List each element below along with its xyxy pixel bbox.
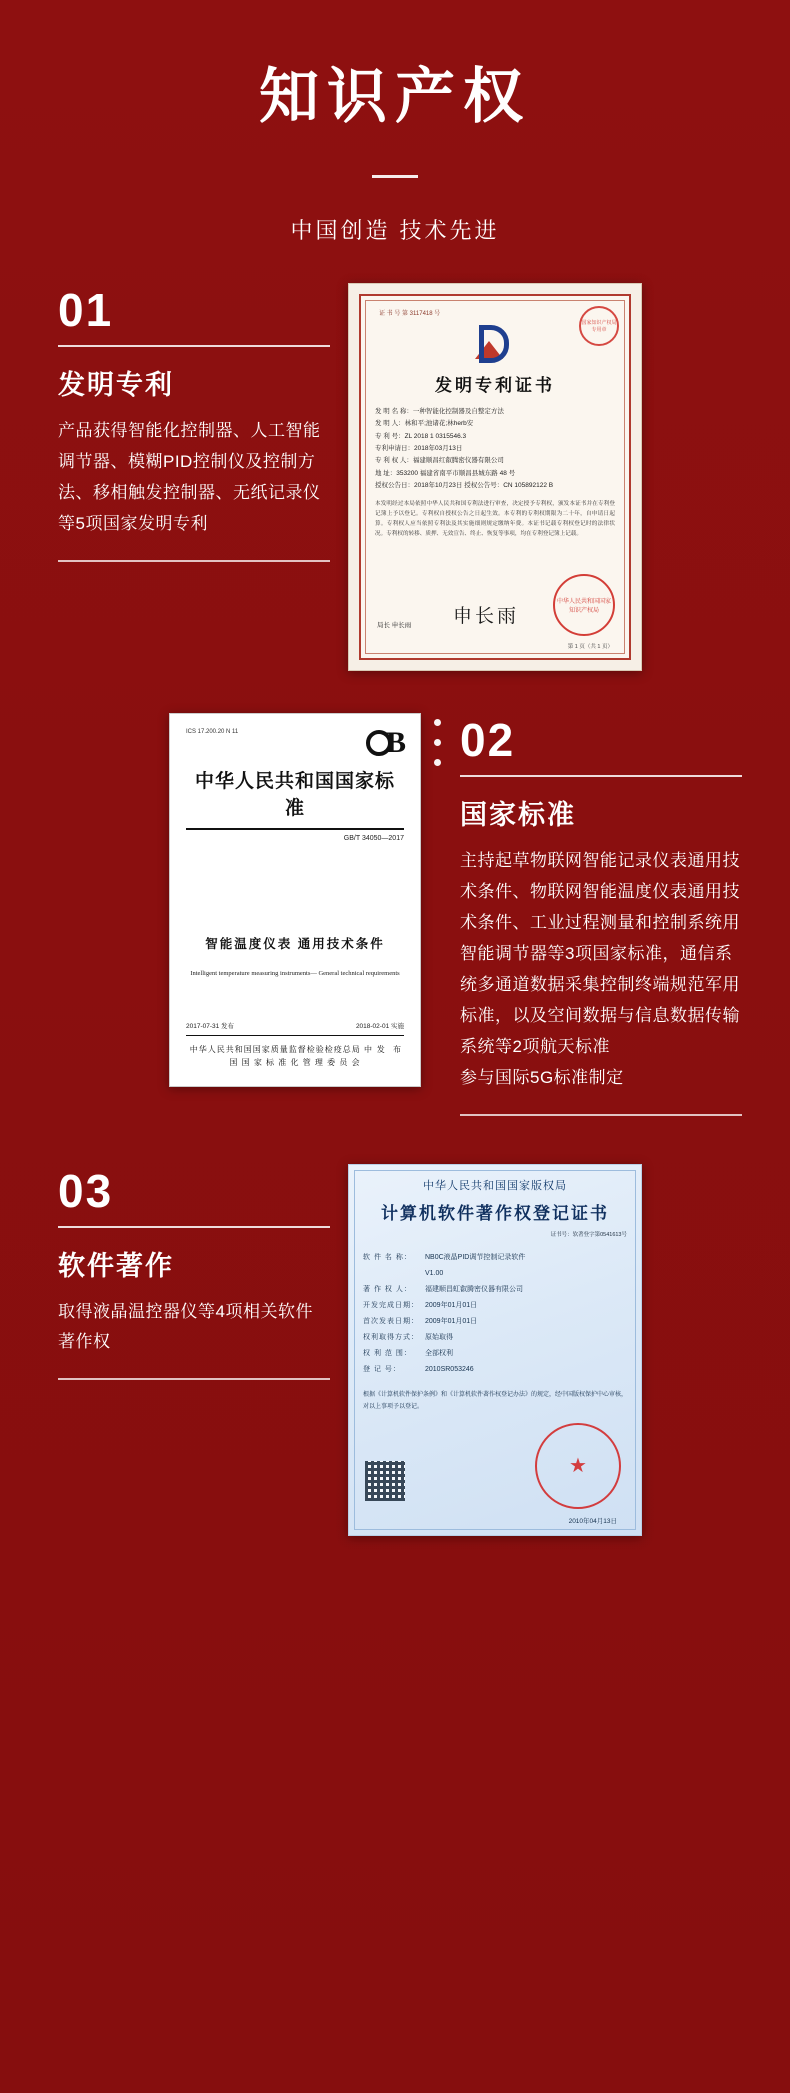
software-cert-nation: 中华人民共和国国家版权局: [423, 1179, 567, 1192]
star-icon: ★: [569, 1455, 587, 1477]
software-row-key: 著 作 权 人：: [363, 1285, 412, 1293]
software-cert-date: 2010年04月13日: [568, 1517, 617, 1525]
software-row-key: 开发完成日期：: [363, 1301, 419, 1309]
patent-row: 发 明 人：林和平;池诸花;林herb安: [375, 420, 474, 428]
section-02-body: 主持起草物联网智能记录仪表通用技术条件、物联网智能温度仪表通用技术条件、工业过程测量和控制系统用智能调节器等3项国家标准，通信系统多通道数据采集控制终端规范军用标准，以及空间数据与信息数据传输系统等2项航天标准: [460, 851, 740, 1056]
section-02-divider: [460, 775, 742, 777]
standard-subject-english: Intelligent temperature measuring instruments— General technical requirements: [190, 969, 400, 977]
section-patent: [0, 283, 790, 671]
national-standard-document: [169, 713, 421, 1087]
patent-emblem-icon: [473, 323, 517, 367]
standard-effective-date: 2018-02-01 实施: [355, 1023, 404, 1030]
standard-issuer-text: 中华人民共和国国家质量监督检验检疫总局 中 国 国 家 标 准 化 管 理 委 员 会: [189, 1044, 373, 1068]
section-03-divider: [58, 1226, 330, 1228]
section-03-body: 取得液晶温控器仪等4项相关软件著作权: [58, 1301, 313, 1352]
gb-logo-icon: B: [366, 726, 404, 760]
software-cert-note: 根据《计算机软件保护条例》和《计算机软件著作权登记办法》的规定，经中国版权保护中心审核，对以上事项予以登记。: [363, 1392, 628, 1410]
standard-subject: 智能温度仪表 通用技术条件: [205, 936, 385, 951]
page-header: [0, 0, 790, 245]
standard-title: 中华人民共和国国家标准: [194, 770, 395, 819]
section-national-standard: [0, 713, 790, 1116]
section-03-text: [0, 1164, 330, 1381]
patent-page-footer: 第 1 页（共 1 页）: [567, 644, 613, 650]
section-02-divider-bottom: [460, 1114, 742, 1116]
software-row-key: 软 件 名 称：: [363, 1253, 412, 1261]
software-cert-no: 证书号：软著登字第0541613号: [550, 1231, 627, 1238]
patent-row: 地 址：353200 福建省南平市顺昌县城东路 48 号: [375, 469, 516, 477]
software-row-key: 登 记 号：: [363, 1366, 401, 1374]
section-02-title: 国家标准: [460, 800, 576, 830]
section-software-copyright: [0, 1164, 790, 1596]
section-03-divider-bottom: [58, 1378, 330, 1380]
section-01-text: [0, 283, 330, 562]
software-cert-rows: [363, 1250, 627, 1379]
standard-rule: [186, 828, 404, 830]
patent-stamp-topright: 国家知识产权局专用章: [579, 306, 619, 346]
software-row-value: 2009年01月01日: [425, 1301, 478, 1309]
standard-publish-label: 发 布: [376, 1044, 404, 1054]
standard-issuer: [186, 1043, 404, 1070]
section-02-number: 02: [460, 714, 516, 766]
page-title: 知识产权: [259, 63, 531, 130]
bullet-dots-icon: [434, 719, 442, 779]
software-row-value: 原始取得: [425, 1333, 453, 1341]
section-01-divider-bottom: [58, 560, 330, 562]
patent-row: 专 利 权 人：福建顺昌红叡腾密仪器有限公司: [375, 457, 504, 465]
software-row: [363, 1298, 627, 1314]
software-cert-title: 计算机软件著作权登记证书: [381, 1203, 609, 1223]
standard-dates: [186, 1021, 404, 1030]
section-01-image: [330, 283, 660, 671]
section-01-divider: [58, 345, 330, 347]
software-row-value: V1.00: [425, 1269, 444, 1277]
software-copyright-certificate: [348, 1164, 642, 1536]
section-02-image: [130, 713, 460, 1087]
software-row: [363, 1330, 627, 1346]
patent-row: 专 利 号：ZL 2018 1 0315546.3: [375, 432, 467, 440]
patent-signature-label: 局长 申长雨: [377, 622, 412, 629]
section-03-number: 03: [58, 1164, 114, 1217]
software-row: [363, 1362, 627, 1378]
standard-code: GB/T 34050—2017: [343, 834, 404, 842]
software-row-key: 权 利 范 围：: [363, 1350, 412, 1358]
software-row-value: 福建顺昌虹叡腾密仪器有限公司: [425, 1285, 523, 1293]
software-row-value: 全部权利: [425, 1350, 453, 1358]
patent-certificate: [348, 283, 642, 671]
section-01-title: 发明专利: [58, 370, 174, 400]
section-03-image: [330, 1164, 660, 1536]
patent-official-seal: 中华人民共和国国家知识产权局: [553, 574, 615, 636]
page-subtitle: 中国创造 技术先进: [290, 218, 500, 243]
standard-footer-rule: [186, 1035, 404, 1036]
software-row-value: 2009年01月01日: [425, 1317, 478, 1325]
software-row: [363, 1282, 627, 1298]
software-row: [363, 1250, 627, 1266]
patent-paragraph: 本发明经过本局依照中华人民共和国专利法进行审查，决定授予专利权，颁发本证书并在专利登记簿上予以登记。专利权自授权公告之日起生效。本专利的专利权期限为二十年，自申请日起算。专利权人应当依照专利法及其实施细则规定缴纳年费。本证书记载专利权登记时的法律状况。专利权的转移、质押、无效宣告、终止、恢复等事项，均在专利登记簿上记载。: [375, 501, 615, 537]
software-row: [363, 1266, 627, 1282]
standard-ics-header: ICS 17.200.20 N 11: [186, 729, 239, 735]
software-official-seal: [535, 1423, 621, 1509]
patent-handwriting: 申长雨: [453, 606, 520, 627]
software-row: [363, 1314, 627, 1330]
patent-row: 发 明 名 称：一种智能化控制器及自整定方法: [375, 408, 504, 415]
title-rule: [372, 175, 418, 178]
software-row-value: NB0C液晶PID调节控制记录软件: [425, 1253, 526, 1261]
section-02-text: [460, 713, 790, 1116]
software-row-key: 首次发表日期：: [363, 1317, 419, 1325]
software-row: [363, 1346, 627, 1362]
section-01-body: 产品获得智能化控制器、人工智能调节器、模糊PID控制仪及控制方法、移相触发控制器、无纸记录仪等5项国家发明专利: [58, 421, 321, 533]
section-03-title: 软件著作: [58, 1250, 174, 1281]
section-01-number: 01: [58, 284, 114, 336]
section-02-extra: 参与国际5G标准制定: [460, 1067, 624, 1087]
patent-cert-no: 证 书 号 第 3117418 号: [379, 311, 441, 317]
patent-cert-title: 发明专利证书: [435, 376, 555, 395]
software-row-key: 权利取得方式：: [363, 1333, 419, 1341]
barcode-icon: [365, 1461, 405, 1501]
patent-row: 专利申请日：2018年03月13日: [375, 445, 463, 453]
patent-row: 授权公告日：2018年10月23日 授权公告号：CN 105892122 B: [375, 482, 554, 490]
software-row-value: 2010SR053246: [425, 1366, 474, 1374]
patent-cert-rows: [375, 406, 615, 492]
standard-issue-date: 2017-07-31 发布: [186, 1023, 235, 1030]
